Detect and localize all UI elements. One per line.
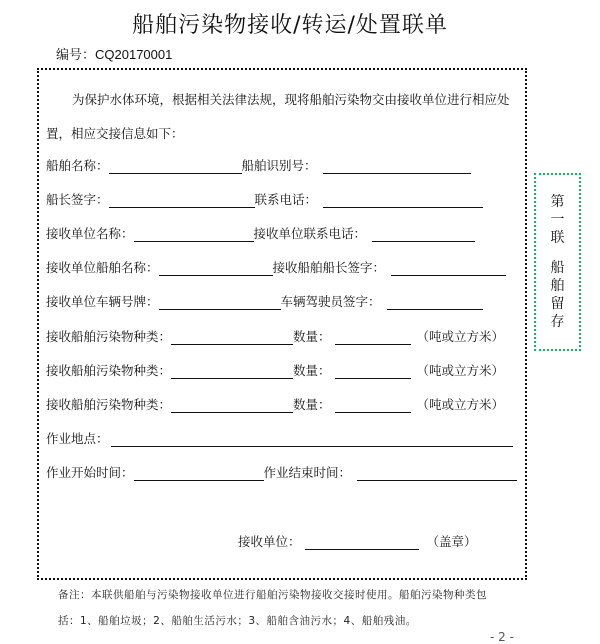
pollutant-type-field[interactable] xyxy=(171,398,293,413)
row-receiver-ship xyxy=(46,258,506,276)
receiver-phone-label: 接收单位联系电话： xyxy=(253,226,367,241)
captain-sign-label: 船长签字： xyxy=(46,192,109,207)
receiver-phone-field[interactable] xyxy=(372,227,475,242)
ship-name-label: 船舶名称： xyxy=(46,158,109,173)
pollutant-type-field[interactable] xyxy=(171,330,293,345)
end-time-field[interactable] xyxy=(357,466,517,481)
vehicle-plate-field[interactable] xyxy=(159,295,281,310)
row-captain xyxy=(46,190,483,208)
row-location xyxy=(46,429,513,447)
receiver-unit-label: 接收单位： xyxy=(238,534,301,549)
quantity-label: 数量： xyxy=(293,363,331,378)
receiver-ship-name-field[interactable] xyxy=(159,261,273,276)
row-pollutant-1 xyxy=(46,327,504,345)
stub-char: 联 xyxy=(550,230,565,246)
unit-label: （吨或立方米） xyxy=(416,363,505,378)
quantity-label: 数量： xyxy=(293,329,331,344)
driver-sign-field[interactable] xyxy=(387,295,483,310)
receiver-captain-sign-field[interactable] xyxy=(391,261,506,276)
intro-line-2: 置，相应交接信息如下： xyxy=(46,126,184,141)
pollutant-type-label: 接收船舶污染物种类： xyxy=(46,329,172,344)
contact-phone-label: 联系电话： xyxy=(254,192,318,207)
copy-stub xyxy=(534,173,581,351)
receiver-captain-sign-label: 接收船舶船长签字： xyxy=(272,260,386,275)
receiver-name-label: 接收单位名称： xyxy=(46,226,134,241)
ship-id-label: 船舶识别号： xyxy=(241,158,317,173)
receiver-ship-name-label: 接收单位船舶名称： xyxy=(46,260,159,275)
receiver-name-field[interactable] xyxy=(134,227,254,242)
pollutant-type-label: 接收船舶污染物种类： xyxy=(46,363,172,378)
stub-char: 第 xyxy=(550,194,565,210)
form-title: 船舶污染物接收/转运/处置联单 xyxy=(132,13,448,38)
pollutant-type-field[interactable] xyxy=(171,364,293,379)
quantity-field[interactable] xyxy=(335,330,411,345)
note-line-1: 备注：本联供船舶与污染物接收单位进行船舶污染物接收交接时使用。船舶污染物种类包 xyxy=(58,589,487,601)
receiver-unit-field[interactable] xyxy=(305,535,419,550)
unit-label: （吨或立方米） xyxy=(416,397,505,412)
stub-char: 留 xyxy=(550,296,565,312)
unit-label: （吨或立方米） xyxy=(416,329,505,344)
ship-name-field[interactable] xyxy=(109,159,242,174)
row-receiver-seal xyxy=(238,532,477,550)
form-box xyxy=(37,68,527,580)
stub-char: 船 xyxy=(550,260,565,276)
quantity-field[interactable] xyxy=(335,398,411,413)
serial-label: 编号： xyxy=(56,48,96,63)
row-ship xyxy=(46,156,471,174)
start-time-label: 作业开始时间： xyxy=(46,465,134,480)
row-receiver xyxy=(46,224,475,242)
ship-id-field[interactable] xyxy=(323,159,471,174)
note-line-2: 括：1、船舶垃圾；2、船舶生活污水；3、船舶含油污水；4、船舶残油。 xyxy=(58,615,417,627)
driver-sign-label: 车辆驾驶员签字： xyxy=(280,294,381,309)
seal-label: （盖章） xyxy=(426,534,477,549)
serial-number xyxy=(56,44,172,63)
vehicle-plate-label: 接收单位车辆号牌： xyxy=(46,294,159,309)
intro-line-1: 为保护水体环境，根据相关法律法规，现将船舶污染物交由接收单位进行相应处 xyxy=(72,92,510,107)
serial-value: CQ20170001 xyxy=(95,47,173,62)
stub-char: 存 xyxy=(550,314,565,330)
work-location-label: 作业地点： xyxy=(46,431,109,446)
row-vehicle xyxy=(46,292,483,310)
row-time xyxy=(46,463,517,481)
quantity-field[interactable] xyxy=(335,364,411,379)
stub-char: 舶 xyxy=(550,278,565,294)
captain-sign-field[interactable] xyxy=(109,193,255,208)
contact-phone-field[interactable] xyxy=(323,193,483,208)
row-pollutant-3 xyxy=(46,395,504,413)
stub-char: 一 xyxy=(550,212,565,228)
start-time-field[interactable] xyxy=(134,466,264,481)
work-location-field[interactable] xyxy=(111,432,513,447)
row-pollutant-2 xyxy=(46,361,504,379)
quantity-label: 数量： xyxy=(293,397,331,412)
pollutant-type-label: 接收船舶污染物种类： xyxy=(46,397,172,412)
page-number: - 2 - xyxy=(490,630,514,644)
end-time-label: 作业结束时间： xyxy=(263,465,352,480)
